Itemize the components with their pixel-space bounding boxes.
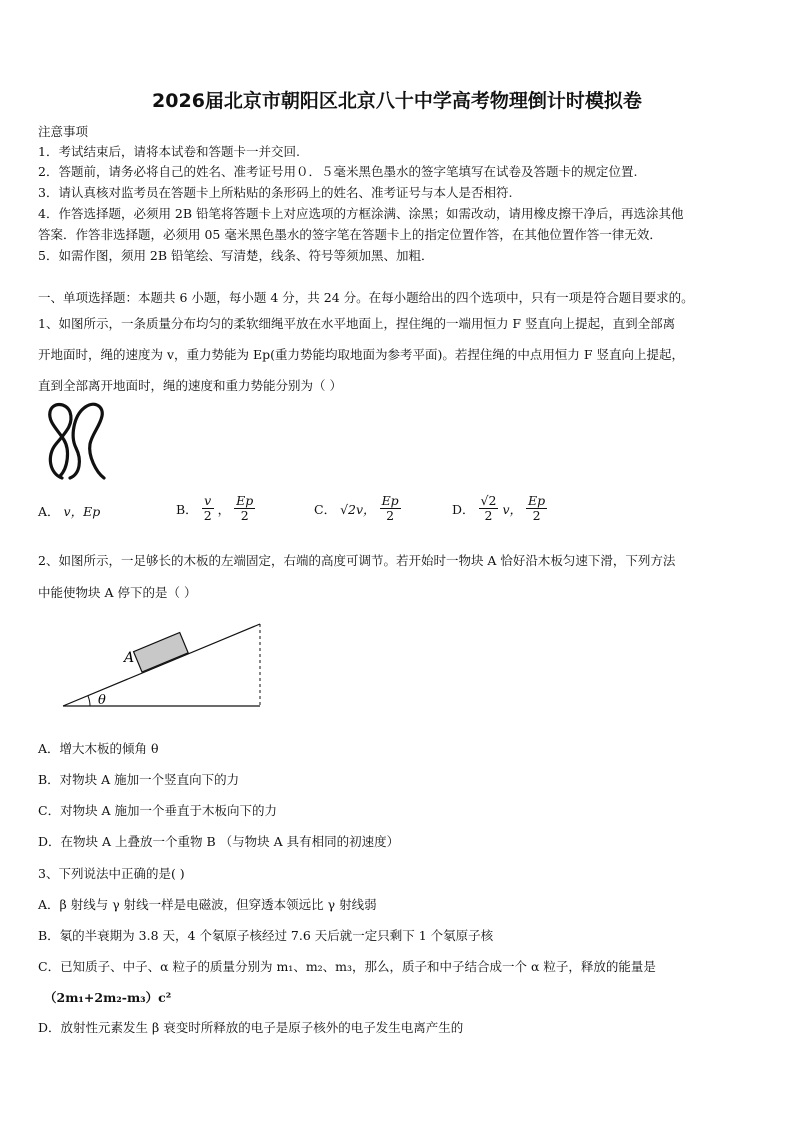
fraction: $\frac{√2}{2}$ xyxy=(480,493,497,523)
notice-heading: 注意事项 xyxy=(38,124,89,139)
angle-arc xyxy=(88,696,90,706)
notice-item-4: 4．作答选择题，必须用 2B 铅笔将答题卡上对应选项的方框涂满、涂黑；如需改动，请用橡皮擦干净后，再选涂其他 xyxy=(38,206,684,221)
q1-line-3: 直到全部离开地面时，绳的速度和重力势能分别为（ ） xyxy=(38,378,342,393)
q3-option-a[interactable]: A．β 射线与 γ 射线一样是电磁波，但穿透本领远比 γ 射线弱 xyxy=(38,897,377,912)
fraction: $\frac{Ep}{2}$ xyxy=(381,493,399,523)
q3-option-d[interactable]: D．放射性元素发生 β 衰变时所释放的电子是原子核外的电子发生电离产生的 xyxy=(38,1020,464,1035)
rope-figure xyxy=(44,400,110,482)
fraction: $\frac{Ep}{2}$ xyxy=(236,493,254,523)
q3-option-b[interactable]: B．氡的半衰期为 3.8 天，4 个氡原子核经过 7.6 天后就一定只剩下 1 个氡原子核 xyxy=(38,928,494,943)
angle-label: θ xyxy=(98,693,106,708)
q1-line-1: 1、如图所示，一条质量分布均匀的柔软细绳平放在水平地面上，捏住绳的一端用恒力 F 竖直向上提起，直到全部离 xyxy=(38,316,676,331)
option-text: √2v， xyxy=(340,501,376,517)
option-label: B． xyxy=(176,501,198,517)
incline-board xyxy=(63,624,260,706)
option-label: A． xyxy=(38,504,60,519)
notice-item-2: 2．答题前，请务必将自己的姓名、准考证号用０．５毫米黑色墨水的签字笔填写在试卷及答题卡的规定位置. xyxy=(38,164,638,179)
fraction: $\frac{v}{2}$ xyxy=(203,493,212,523)
notice-item-1: 1．考试结束后，请将本试卷和答题卡一并交回. xyxy=(38,144,300,159)
q2-option-a[interactable]: A．增大木板的倾角 θ xyxy=(38,741,159,756)
fraction: $\frac{Ep}{2}$ xyxy=(528,493,546,523)
notice-item-3: 3．请认真核对监考员在答题卡上所粘贴的条形码上的姓名、准考证号与本人是否相符. xyxy=(38,185,513,200)
notice-item-5: 5．如需作图，须用 2B 铅笔绘、写清楚，线条、符号等须加黑、加粗． xyxy=(38,248,434,263)
option-label: C． xyxy=(314,501,337,517)
q3-option-c-formula: （2m₁+2m₂-m₃）c² xyxy=(44,990,172,1005)
q2-option-b[interactable]: B．对物块 A 施加一个竖直向下的力 xyxy=(38,772,240,787)
q2-line-2: 中能使物块 A 停下的是（ ） xyxy=(38,585,197,600)
q1-line-2: 开地面时，绳的速度为 v，重力势能为 Ep(重力势能均取地面为参考平面)。若捏住绳的中点用恒力 F 竖直向上提起， xyxy=(38,347,685,362)
section-heading: 一、单项选择题：本题共 6 小题，每小题 4 分，共 24 分。在每小题给出的四个选项中，只有一项是符合题目要求的。 xyxy=(38,290,694,305)
q1-option-b[interactable]: B． $\frac{v}{2}$ ， $\frac{Ep}{2}$ xyxy=(176,493,254,523)
q2-line-1: 2、如图所示，一足够长的木板的左端固定，右端的高度可调节。若开始时一物块 A 恰好沿木板匀速下滑，下列方法 xyxy=(38,553,676,568)
document-title: 2026届北京市朝阳区北京八十中学高考物理倒计时模拟卷 xyxy=(152,90,642,112)
incline-figure xyxy=(60,618,266,710)
option-label: D． xyxy=(452,501,475,517)
q1-option-a[interactable] xyxy=(38,502,100,520)
notice-item-4-cont: 答案．作答非选择题，必须用 05 毫米黑色墨水的签字笔在答题卡上的指定位置作答，在其他位置作答一律无效． xyxy=(38,227,662,242)
q1-option-c[interactable] xyxy=(314,494,401,523)
q2-option-c[interactable]: C．对物块 A 施加一个垂直于木板向下的力 xyxy=(38,803,278,818)
block-a xyxy=(134,632,189,672)
q3-stem: 3、下列说法中正确的是( ) xyxy=(38,866,185,881)
q3-option-c[interactable]: C．已知质子、中子、α 粒子的质量分别为 m₁、m₂、m₃，那么，质子和中子结合成一个 α 粒子，释放的能量是 xyxy=(38,959,656,974)
q2-option-d[interactable]: D．在物块 A 上叠放一个重物 B （与物块 A 具有相同的初速度） xyxy=(38,834,400,849)
option-text: v，Ep xyxy=(63,504,101,519)
block-label: A xyxy=(124,650,135,666)
q1-option-d[interactable]: D． $\frac{√2}{2}$ v， $\frac{Ep}{2}$ xyxy=(452,493,546,523)
